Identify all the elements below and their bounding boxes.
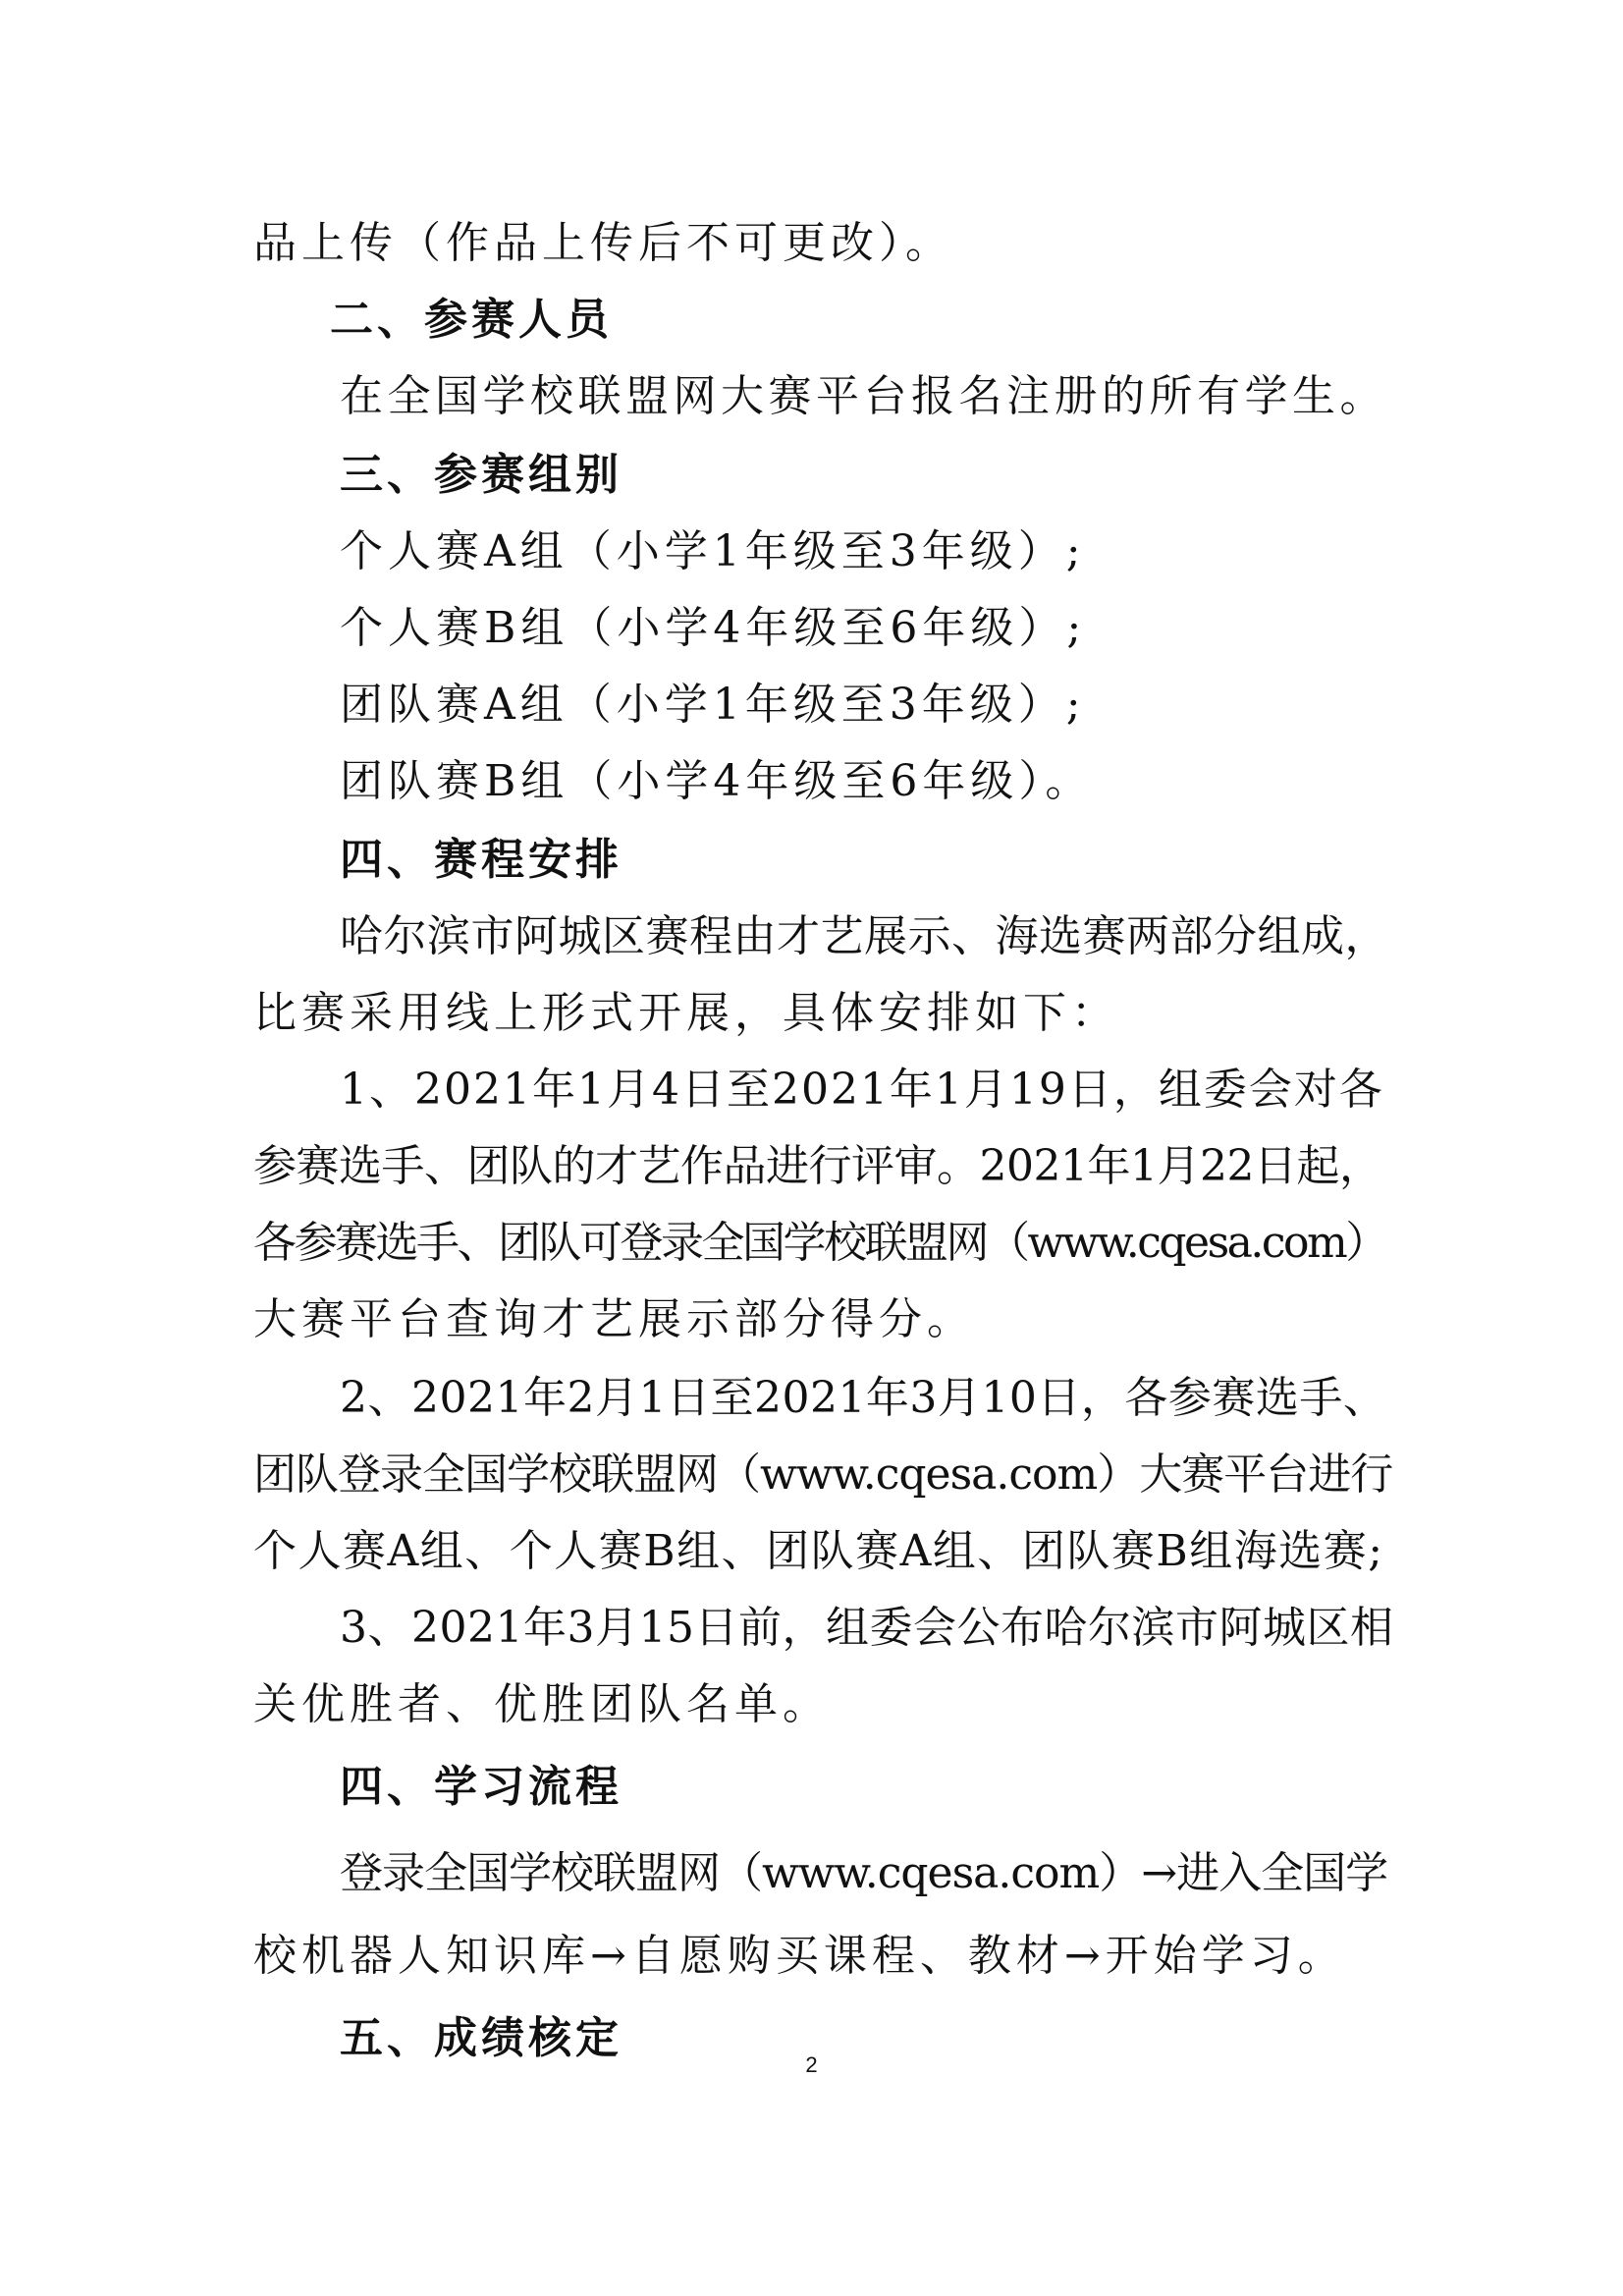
section-heading-schedule: 四、赛程安排 [340,835,622,885]
text-line: 比赛采用线上形式开展，具体安排如下： [253,988,1119,1038]
text-line: 大赛平台查询才艺展示部分得分。 [253,1294,975,1344]
text-line: 哈尔滨市阿城区赛程由才艺展示、海选赛两部分组成， [340,911,1388,961]
section-heading-learning-process: 四、学习流程 [340,1762,622,1812]
page-number: 2 [805,2052,818,2077]
text-line: 团队登录全国学校联盟网（www.cqesa.com）大赛平台进行 [253,1449,1393,1500]
text-line: 个人赛A组（小学1年级至3年级）; [340,526,1086,576]
text-line: 校机器人知识库→自愿购买课程、教材→开始学习。 [253,1931,1346,1981]
text-line: 个人赛A组、个人赛B组、团队赛A组、团队赛B组海选赛; [253,1526,1384,1576]
text-line: 1、2021年1月4日至2021年1月19日，组委会对各 [340,1065,1384,1115]
section-heading-groups: 三、参赛组别 [340,450,622,500]
text-line: 登录全国学校联盟网（www.cqesa.com）→进入全国学 [340,1848,1388,1898]
section-heading-score-verification: 五、成绩核定 [340,2013,622,2063]
text-line: 团队赛B组（小学4年级至6年级）。 [340,756,1094,806]
text-line: 个人赛B组（小学4年级至6年级）; [340,603,1087,653]
text-line: 2、2021年2月1日至2021年3月10日，各参赛选手、 [340,1373,1387,1423]
text-line: 参赛选手、团队的才艺作品进行评审。2021年1月22日起， [253,1141,1382,1191]
text-line: 品上传（作品上传后不可更改）。 [253,218,953,268]
text-line: 关优胜者、优胜团队名单。 [253,1679,831,1729]
text-line: 团队赛A组（小学1年级至3年级）; [340,680,1086,730]
text-line: 在全国学校联盟网大赛平台报名注册的所有学生。 [340,371,1387,421]
text-line: 3、2021年3月15日前，组委会公布哈尔滨市阿城区相 [340,1603,1394,1653]
text-line: 各参赛选手、团队可登录全国学校联盟网（www.cqesa.com） [253,1218,1386,1268]
section-heading-participants: 二、参赛人员 [330,295,613,345]
